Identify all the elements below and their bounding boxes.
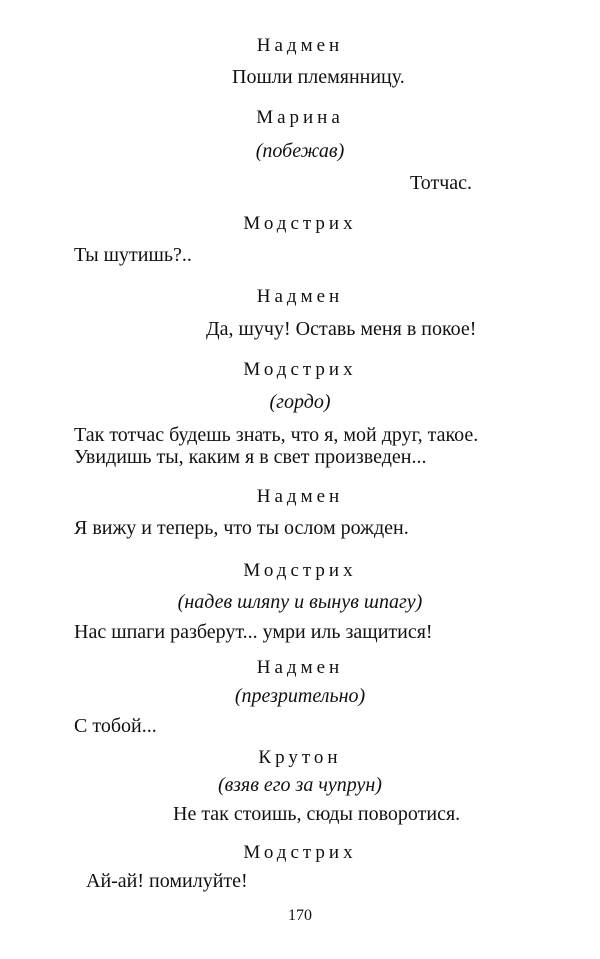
speaker-name: Крутон — [258, 747, 342, 768]
stage-direction: (гордо) — [269, 391, 331, 413]
verse-line: Тотчас. — [410, 172, 473, 194]
stage-direction: (надев шляпу и вынув шпагу) — [177, 591, 423, 613]
verse-line: Пошли племянницу. — [232, 66, 405, 88]
speaker-name: Марина — [256, 107, 344, 128]
page-number: 170 — [288, 907, 312, 924]
speaker-name: Модстрих — [243, 359, 357, 380]
speaker-name: Надмен — [256, 657, 344, 678]
verse-line: Ты шутишь?.. — [74, 244, 192, 266]
speaker-name: Надмен — [256, 486, 344, 507]
verse-line: Да, шучу! Оставь меня в покое! — [206, 318, 477, 340]
speaker-name: Модстрих — [243, 842, 357, 863]
verse-line: Нас шпаги разберут... умри иль защитися! — [74, 621, 433, 643]
speaker-name: Модстрих — [243, 560, 357, 581]
verse-line: Так тотчас будешь знать, что я, мой друг, такое. — [74, 424, 479, 446]
verse-line: Ай-ай! помилуйте! — [86, 870, 248, 892]
verse-line: Не так стоишь, сюды поворотися. — [173, 803, 461, 825]
stage-direction: (побежав) — [255, 140, 345, 162]
verse-line: Увидишь ты, каким я в свет произведен... — [74, 446, 427, 468]
stage-direction: (презрительно) — [234, 685, 366, 707]
verse-line: Я вижу и теперь, что ты ослом рожден. — [74, 517, 409, 539]
stage-direction: (взяв его за чупрун) — [218, 774, 382, 796]
verse-line: С тобой... — [74, 715, 157, 737]
speaker-name: Модстрих — [243, 213, 357, 234]
speaker-name: Надмен — [256, 286, 344, 307]
speaker-name: Надмен — [256, 35, 344, 56]
